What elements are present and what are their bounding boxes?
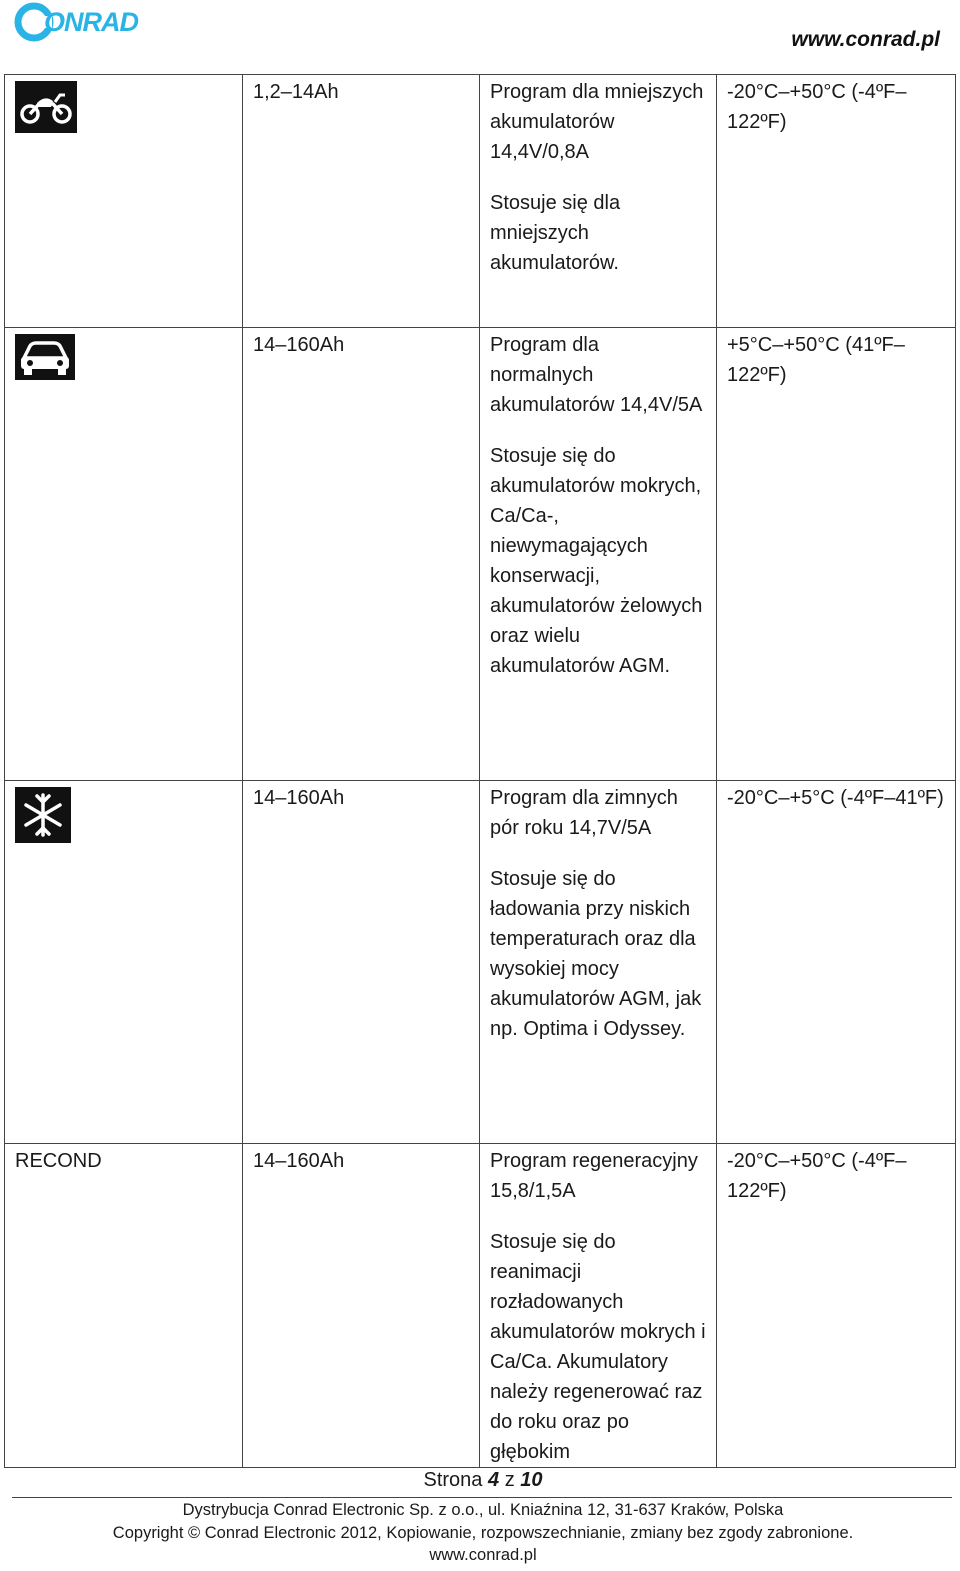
program-description: Stosuje się dla mniejszych akumulatorów. [490,192,621,274]
program-title: Program dla zimnych pór roku 14,7V/5A [490,787,678,839]
page-prefix: Strona [423,1469,483,1491]
mode-cell [5,328,243,781]
page-current: 4 [488,1469,500,1491]
footer-divider [12,1497,952,1498]
program-cell [480,75,717,328]
mode-cell [5,781,243,1144]
table-row [5,75,956,328]
program-description: Stosuje się do akumulatorów mokrych, Ca/Ca-, niewymagających konserwacji, akumulatorów żelowych oraz wielu akumulatorów AGM. [490,445,703,677]
program-title: Program regeneracyjny 15,8/1,5A [490,1150,698,1202]
program-title: Program dla normalnych akumulatorów 14,4V/5A [490,334,703,416]
car-icon [15,334,75,380]
mode-cell [5,75,243,328]
temperature-cell: +5°C–+50°C (41ºF–122ºF) [717,328,956,781]
capacity-cell: 1,2–14Ah [243,75,480,328]
program-cell [480,1144,717,1468]
site-url[interactable]: www.conrad.pl [791,28,940,51]
program-description: Stosuje się do reanimacji rozładowanych akumulatorów mokrych i Ca/Ca. Akumulatory należy regenerować raz do roku oraz po głębokim [490,1231,706,1463]
page-total: 10 [520,1469,543,1491]
footer-distributor: Dystrybucja Conrad Electronic Sp. z o.o., ul. Kniaźnina 12, 31-637 Kraków, Polska [182,1501,784,1519]
snowflake-icon [15,787,71,843]
temperature-cell: -20°C–+50°C (-4ºF–122ºF) [717,1144,956,1468]
page-number [0,1469,960,1492]
motorcycle-icon [15,81,77,133]
page-of: z [504,1469,515,1491]
table-row [5,328,956,781]
capacity-cell: 14–160Ah [243,1144,480,1468]
conrad-logo[interactable] [14,2,174,42]
charging-programs-table [4,74,956,1468]
program-cell [480,328,717,781]
table-row [5,1144,956,1468]
program-title: Program dla mniejszych akumulatorów 14,4V/0,8A [490,81,704,163]
footer-copyright: Copyright © Conrad Electronic 2012, Kopiowanie, rozpowszechnianie, zmiany bez zgody zabronione. [112,1524,854,1542]
mode-cell: RECOND [5,1144,243,1468]
svg-text:ONRAD: ONRAD [44,7,138,37]
temperature-cell: -20°C–+5°C (-4ºF–41ºF) [717,781,956,1144]
capacity-cell: 14–160Ah [243,328,480,781]
capacity-cell: 14–160Ah [243,781,480,1144]
footer-site-link[interactable]: www.conrad.pl [429,1546,537,1564]
temperature-cell: -20°C–+50°C (-4ºF–122ºF) [717,75,956,328]
table-row [5,781,956,1144]
program-description: Stosuje się do ładowania przy niskich temperaturach oraz dla wysokiej mocy akumulatorów AGM, jak np. Optima i Odyssey. [490,868,702,1040]
program-cell [480,781,717,1144]
